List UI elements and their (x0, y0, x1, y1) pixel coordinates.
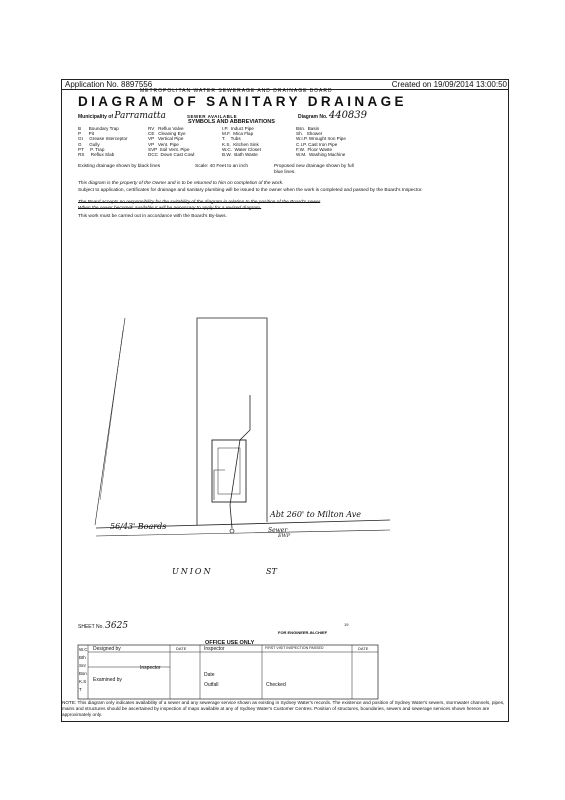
sewer-available: SEWER AVAILABLE (187, 114, 238, 119)
struck-note-1: The Board accepts no responsibility for the suitability of the diagram in relation to the position of the Board's sewer (78, 200, 321, 205)
symbols-column-3: I.P. Induct Pipe M.F. Mica Flap T. Tubs K.S. Kitchen Sink W.C. Water Closet B.W. Bath Waste (222, 126, 261, 158)
symbols-title: SYMBOLS AND ABBREVIATIONS (188, 119, 275, 125)
scale-note: Scale: 40 Feet to an inch (195, 164, 249, 169)
proposed-drainage-note: Proposed new drainage shown by full blue lines. (274, 164, 354, 175)
boards-label: 56/43' Boards (110, 522, 167, 531)
inspector-header: Inspector (204, 646, 225, 652)
property-note: This diagram is the property of the Owner and is to be returned to him on completion of the work. (78, 181, 284, 186)
year-suffix: 19 (344, 622, 349, 627)
subject-note: Subject to application, certificates for drainage and sanitary plumbing will be issued to the owner when the work is completed and passed by the Board's Inspector. (78, 188, 423, 193)
designed-by: Designed by (93, 646, 121, 652)
for-engineer: FOR ENGINEER-IN-CHIEF (278, 630, 328, 635)
footer-note: NOTE: This diagram only indicates availability of a sewer and any sewerage service shown as existing in Sydney Water's records. The existence and position of Sydney Water's sewers, stormwater channels, pipes, mains and structures should be ascertained by inspection of maps available at any of Sydney Water's Customer Centres. Position of structures, boundaries, sewers and sewerage services shown hereon are approximately only. (62, 700, 505, 717)
inspector-label-2: Inspector (140, 665, 161, 671)
municipality-value: Parramatta (114, 111, 166, 121)
symbols-column-1: B Boundary Trap P Pit GI Grease Interceptor G Gully PT P. Trap RS Reflux Slab (78, 126, 128, 158)
date-header: DATE (176, 646, 187, 651)
office-use-title: OFFICE USE ONLY (205, 640, 255, 646)
application-number: Application No. 8897556 (65, 80, 153, 89)
street-name-left: UNION (172, 567, 213, 576)
created-on: Created on 19/09/2014 13:00:50 (391, 80, 507, 89)
symbols-column-4: Bsn. Basin Sh. Shower W.I.P. Wrought Iron Pipe C.I.P. Cast Iron Pipe F.W. Floor Waste W.M. Washing Machine (296, 126, 346, 158)
diagram-title: DIAGRAM OF SANITARY DRAINAGE (78, 94, 407, 109)
struck-note-2: When the sewer becomes available it will be necessary to apply for a revised diagram. (78, 206, 262, 211)
examined-by: Examined by (93, 677, 122, 683)
checked-label: Checked (266, 682, 286, 688)
sewer-label: Sewer (268, 527, 288, 534)
outfall-label: Outfall (204, 682, 219, 688)
board-name: METROPOLITAN WATER SEWERAGE AND DRAINAGE BOARD (140, 88, 333, 94)
date-row-label: Date (204, 672, 215, 678)
bylaws-note: This work must be carried out in accordance with the Board's By-laws. (78, 214, 227, 219)
existing-drainage-note: Existing drainage shown by black lines (78, 164, 161, 169)
first-visit-header: FIRST VISIT INSPECTION PASSED (265, 646, 324, 650)
diagram-number-value: 440839 (328, 110, 368, 121)
fixture-codes: W.C Bth Snr Bsn K.S T (79, 647, 88, 692)
symbols-column-2: RV Reflux Valve CE Cleaning Eye VP Vertical Pipe VP Vent. Pipe SVP Soil Vent. Pipe DCC Down Cast Cowl (148, 126, 195, 158)
ewp-label: EWP (278, 533, 291, 539)
diagram-number-label: Diagram No. (298, 114, 328, 120)
distance-label: Abt 260' to Milton Ave (270, 510, 361, 519)
sheet-label: SHEET No. (78, 624, 104, 630)
street-name-right: ST (266, 567, 277, 576)
municipality-label: Municipality of (78, 114, 113, 120)
date-header-2: DATE (358, 646, 369, 651)
sheet-value: 3625 (105, 621, 129, 631)
